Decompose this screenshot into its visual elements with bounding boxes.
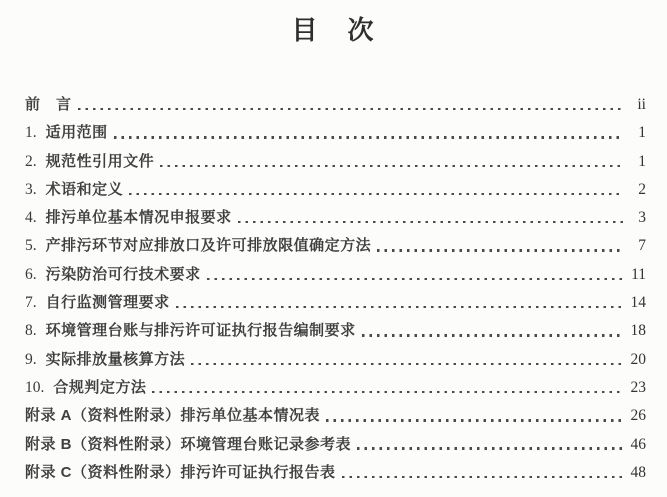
- toc-entry: [25, 317, 646, 345]
- toc-entry-label: 污染防治可行技术要求: [45, 265, 201, 283]
- toc-entry-label: 附录 A（资料性附录）排污单位基本情况表: [25, 407, 321, 425]
- toc-entry: [25, 346, 646, 374]
- dot-leader: [160, 165, 624, 167]
- toc-entry-label: 附录 C（资料性附录）排污许可证执行报告表: [25, 463, 336, 481]
- dot-leader: [207, 278, 623, 280]
- toc-entry-page: 3: [638, 209, 646, 227]
- page-title: 目 次: [291, 15, 376, 45]
- dot-leader: [357, 447, 622, 449]
- dot-leader: [377, 249, 624, 251]
- toc-entry-label: 适用范围: [45, 124, 108, 142]
- toc-entry: [25, 119, 646, 147]
- toc-entry-label: 产排污环节对应排放口及许可排放限值确定方法: [45, 237, 372, 255]
- toc-entry-number: 5.: [25, 237, 37, 255]
- dot-leader: [326, 419, 622, 421]
- dot-leader: [238, 221, 624, 223]
- toc-list: [25, 91, 646, 487]
- toc-entry-number: 1.: [25, 124, 37, 142]
- toc-entry-label: 排污单位基本情况申报要求: [45, 209, 232, 227]
- dot-leader: [114, 136, 624, 138]
- dot-leader: [152, 391, 622, 393]
- toc-entry: [25, 232, 646, 260]
- toc-entry-label: 环境管理台账与排污许可证执行报告编制要求: [45, 322, 356, 340]
- toc-entry-page: 20: [630, 350, 646, 368]
- toc-entry-number: 9.: [25, 350, 37, 368]
- toc-entry-number: 2.: [25, 152, 37, 170]
- toc-entry: [25, 148, 646, 176]
- toc-entry: [25, 176, 646, 204]
- toc-entry: [25, 289, 646, 317]
- toc-entry-page: 1: [638, 152, 646, 170]
- toc-entry-number: 10.: [25, 378, 45, 396]
- toc-entry-number: 6.: [25, 265, 37, 283]
- toc-entry: [25, 431, 646, 459]
- dot-leader: [342, 476, 623, 478]
- toc-entry-label: 自行监测管理要求: [45, 294, 170, 312]
- toc-entry-label: 前 言: [25, 96, 72, 113]
- toc-entry: [25, 402, 646, 430]
- dot-leader: [78, 108, 624, 110]
- toc-entry-page: ii: [637, 96, 646, 113]
- toc-entry-page: 11: [631, 265, 646, 283]
- dot-leader: [176, 306, 623, 308]
- dot-leader: [362, 334, 623, 336]
- toc-entry: [25, 204, 646, 232]
- toc-entry-page: 7: [638, 237, 646, 255]
- toc-entry-label: 实际排放量核算方法: [45, 350, 186, 368]
- toc-entry-label: 合规判定方法: [53, 378, 147, 396]
- toc-entry-page: 26: [630, 407, 646, 425]
- toc-entry-page: 2: [638, 180, 646, 198]
- toc-entry-number: 3.: [25, 180, 37, 198]
- toc-entry-page: 18: [630, 322, 646, 340]
- toc-entry-page: 48: [630, 463, 646, 481]
- toc-entry-label: 规范性引用文件: [45, 152, 155, 170]
- dot-leader: [129, 193, 624, 195]
- toc-entry-label: 术语和定义: [45, 180, 124, 198]
- toc-entry-page: 23: [630, 378, 646, 396]
- toc-entry-number: 4.: [25, 209, 37, 227]
- toc-entry-label: 附录 B（资料性附录）环境管理台账记录参考表: [25, 435, 352, 453]
- toc-entry-number: 7.: [25, 294, 37, 312]
- toc-entry-page: 46: [630, 435, 646, 453]
- dot-leader: [191, 363, 622, 365]
- toc-entry-number: 8.: [25, 322, 37, 340]
- toc-entry-page: 1: [638, 124, 646, 142]
- toc-entry: [25, 374, 646, 402]
- toc-entry: [25, 459, 646, 487]
- toc-entry: [25, 91, 646, 119]
- toc-entry-page: 14: [630, 294, 646, 312]
- toc-entry: [25, 261, 646, 289]
